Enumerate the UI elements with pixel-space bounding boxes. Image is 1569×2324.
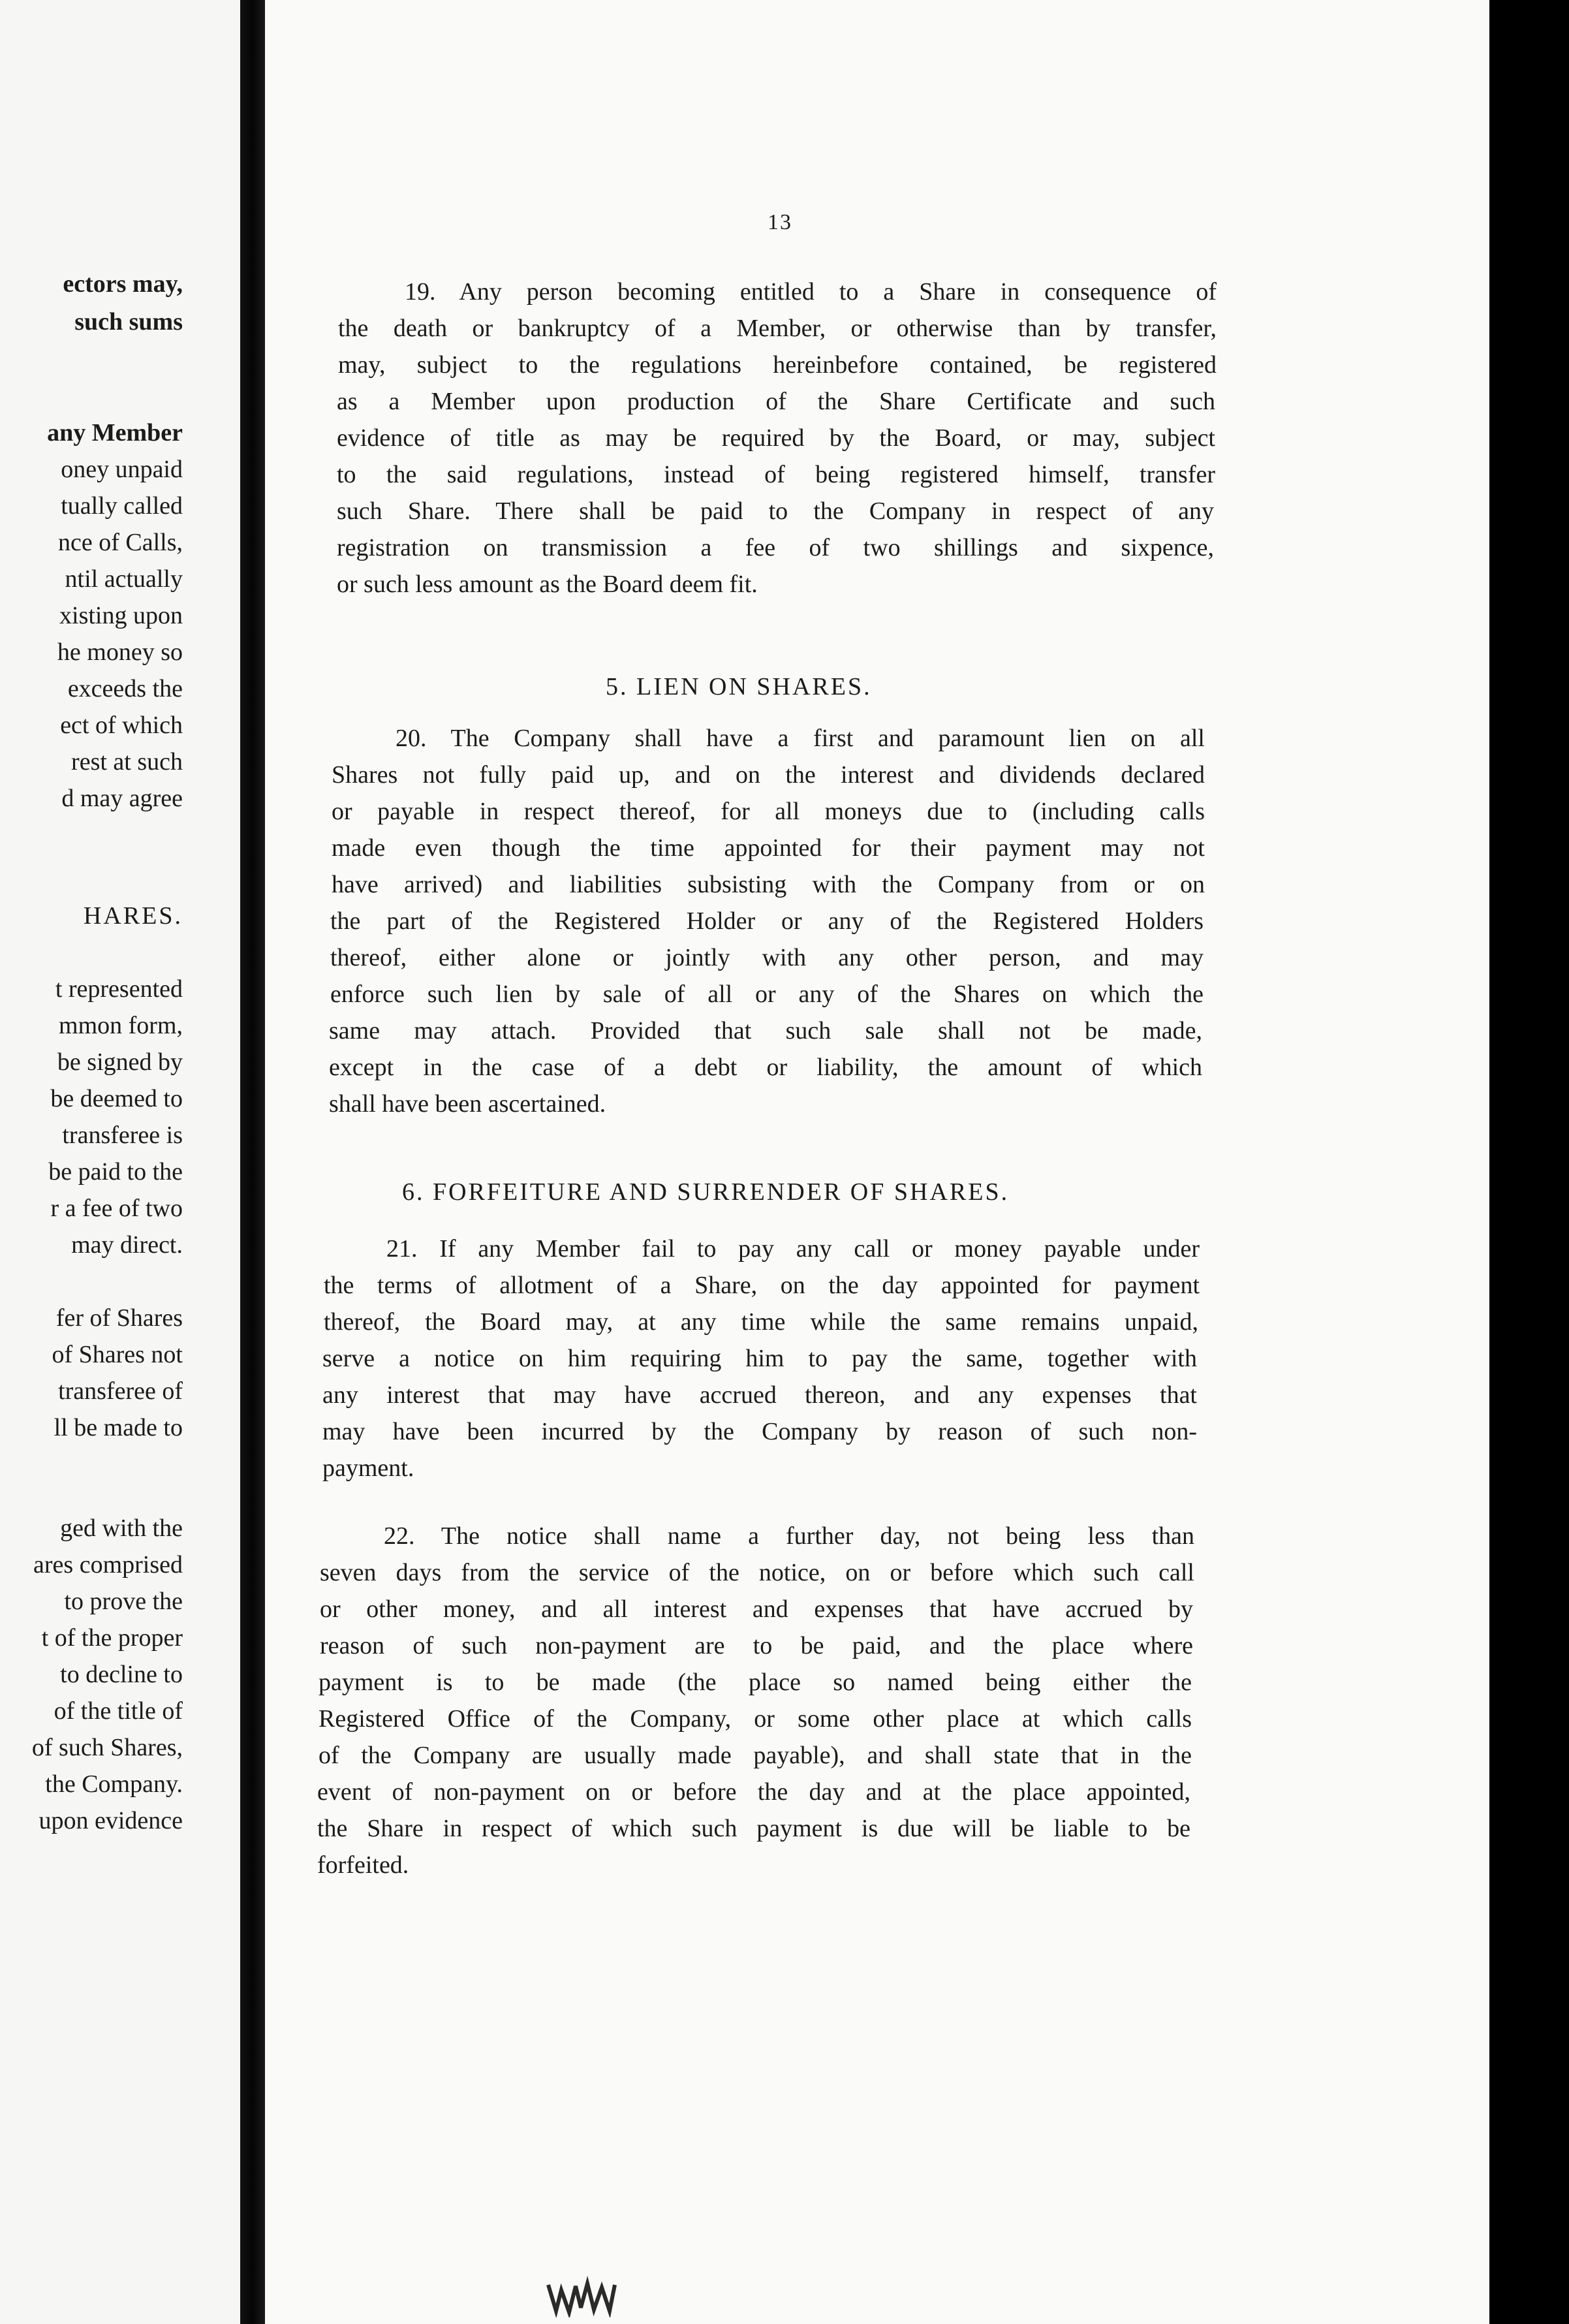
left-line: be signed by	[57, 1048, 183, 1076]
left-line: transferee of	[58, 1377, 183, 1405]
left-line: d may agree	[61, 785, 183, 812]
text-line: may, subject to the regulations hereinbefore contained, be registered	[338, 351, 1217, 379]
page-number: 13	[768, 210, 792, 234]
left-line: any Member	[47, 419, 183, 447]
left-line: mmon form,	[59, 1012, 183, 1039]
left-line: to decline to	[60, 1661, 183, 1688]
text-line: or payable in respect thereof, for all moneys due to (including calls	[332, 798, 1205, 825]
left-line: he money so	[57, 638, 183, 666]
page-13	[265, 0, 1489, 2324]
left-line: upon evidence	[39, 1807, 183, 1834]
left-line: be deemed to	[50, 1085, 183, 1112]
text-line: except in the case of a debt or liability, the amount of which	[329, 1054, 1202, 1081]
text-line: registration on transmission a fee of two shillings and sixpence,	[337, 534, 1214, 561]
left-line: ect of which	[60, 712, 183, 739]
text-line: 19. Any person becoming entitled to a Share in consequence of	[405, 278, 1217, 306]
left-heading: HARES.	[83, 902, 183, 930]
left-line: ares comprised	[33, 1551, 183, 1578]
left-line: exceeds the	[67, 675, 183, 702]
text-line: payment.	[322, 1454, 414, 1482]
left-line: ectors may,	[63, 270, 183, 298]
left-line: the Company.	[45, 1770, 183, 1798]
scan-border	[1489, 0, 1569, 2324]
text-line: the death or bankruptcy of a Member, or otherwise than by transfer,	[338, 315, 1217, 342]
left-line: be paid to the	[48, 1158, 183, 1186]
left-line: to prove the	[64, 1588, 183, 1615]
text-line: have arrived) and liabilities subsisting with the Company from or on	[332, 871, 1205, 898]
text-line: thereof, the Board may, at any time while the same remains unpaid,	[324, 1308, 1198, 1336]
left-line: of Shares not	[52, 1341, 183, 1368]
left-line: nce of Calls,	[57, 529, 183, 556]
left-line: tually called	[61, 492, 183, 520]
left-line: such sums	[74, 308, 183, 336]
text-line: 20. The Company shall have a first and paramount lien on all	[396, 725, 1205, 752]
left-line: rest at such	[71, 748, 183, 776]
text-line: made even though the time appointed for their payment may not	[332, 834, 1205, 862]
section-heading-forfeiture: 6. FORFEITURE AND SURRENDER OF SHARES.	[402, 1178, 1010, 1206]
text-line: enforce such lien by sale of all or any of the Shares on which the	[330, 981, 1204, 1008]
scan-artifact-mark	[542, 2272, 620, 2317]
text-line: event of non-payment on or before the day and at the place appointed,	[317, 1778, 1190, 1806]
text-line: forfeited.	[317, 1851, 409, 1879]
text-line: such Share. There shall be paid to the Company in respect of any	[337, 497, 1214, 525]
text-line: serve a notice on him requiring him to pay the same, together with	[322, 1345, 1197, 1372]
left-line: of the title of	[54, 1697, 183, 1725]
left-line: ll be made to	[54, 1414, 183, 1441]
text-line: may have been incurred by the Company by reason of such non-	[322, 1418, 1197, 1445]
text-line: or other money, and all interest and expenses that have accrued by	[320, 1595, 1193, 1623]
text-line: any interest that may have accrued thereon, and any expenses that	[322, 1381, 1197, 1409]
text-line: payment is to be made (the place so named being either the	[318, 1669, 1192, 1696]
left-line: xisting upon	[59, 602, 183, 629]
text-line: evidence of title as may be required by the Board, or may, subject	[337, 424, 1215, 452]
left-line: oney unpaid	[61, 456, 183, 483]
text-line: the Share in respect of which such payment is due will be liable to be	[317, 1815, 1190, 1842]
text-line: thereof, either alone or jointly with any other person, and may	[330, 944, 1204, 971]
text-line: Shares not fully paid up, and on the interest and dividends declared	[332, 761, 1205, 789]
text-line: shall have been ascertained.	[329, 1090, 606, 1118]
text-line: the part of the Registered Holder or any of the Registered Holders	[330, 907, 1204, 935]
previous-page-fragment	[0, 0, 240, 2324]
text-line: of the Company are usually made payable), and shall state that in the	[318, 1742, 1192, 1769]
text-line: same may attach. Provided that such sale shall not be made,	[329, 1017, 1202, 1044]
left-line: may direct.	[71, 1231, 183, 1259]
text-line: or such less amount as the Board deem fit.	[337, 571, 758, 598]
text-line: 22. The notice shall name a further day, not being less than	[384, 1522, 1194, 1550]
text-line: 21. If any Member fail to pay any call or money payable under	[386, 1235, 1200, 1263]
text-line: reason of such non-payment are to be paid, and the place where	[320, 1632, 1193, 1659]
left-line: fer of Shares	[55, 1304, 183, 1332]
text-line: seven days from the service of the notice, on or before which such call	[320, 1559, 1194, 1586]
left-line: t represented	[55, 975, 183, 1003]
left-line: of such Shares,	[31, 1734, 183, 1761]
section-heading-lien-on-shares: 5. LIEN ON SHARES.	[606, 673, 872, 700]
text-line: to the said regulations, instead of being registered himself, transfer	[337, 461, 1215, 488]
text-line: as a Member upon production of the Share Certificate and such	[337, 388, 1215, 415]
left-line: transferee is	[62, 1122, 183, 1149]
left-line: t of the proper	[41, 1624, 183, 1652]
text-line: the terms of allotment of a Share, on the day appointed for payment	[324, 1272, 1200, 1299]
book-gutter	[240, 0, 265, 2324]
text-line: Registered Office of the Company, or some other place at which calls	[318, 1705, 1192, 1733]
left-line: r a fee of two	[50, 1195, 183, 1222]
left-line: ntil actually	[65, 565, 183, 593]
left-line: ged with the	[60, 1515, 183, 1542]
